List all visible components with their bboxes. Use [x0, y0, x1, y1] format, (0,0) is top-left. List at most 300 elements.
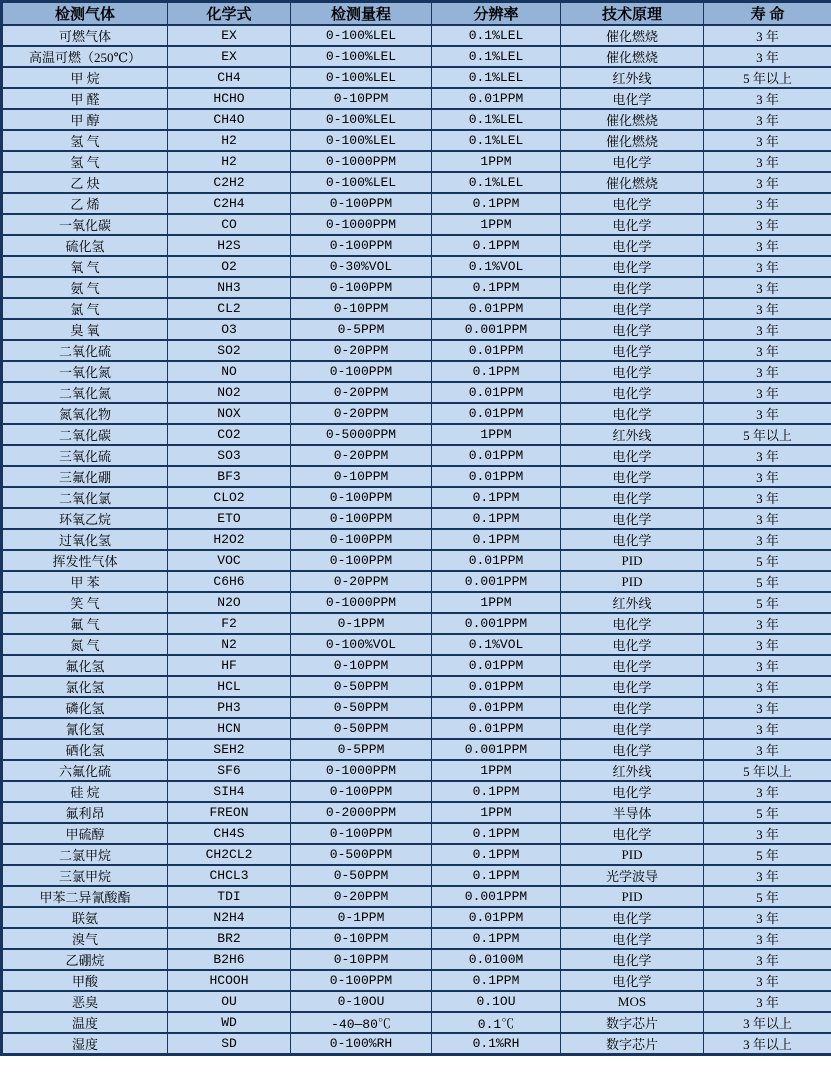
cell-lifespan: 3 年 [704, 319, 831, 340]
cell-gas: 氨 气 [2, 277, 168, 298]
cell-formula: NOX [168, 403, 291, 424]
cell-gas: 三氯甲烷 [2, 865, 168, 886]
table-row [2, 907, 831, 928]
cell-principle: 半导体 [561, 802, 704, 823]
cell-range: 0-100%LEL [291, 172, 432, 193]
cell-lifespan: 3 年 [704, 277, 831, 298]
cell-lifespan: 5 年 [704, 886, 831, 907]
cell-range: 0-2000PPM [291, 802, 432, 823]
cell-formula: SO3 [168, 445, 291, 466]
table-row [2, 760, 831, 781]
table-row [2, 550, 831, 571]
cell-range: 0-100PPM [291, 277, 432, 298]
table-row [2, 298, 831, 319]
cell-formula: F2 [168, 613, 291, 634]
cell-resolution: 0.01PPM [432, 340, 561, 361]
cell-formula: CHCL3 [168, 865, 291, 886]
cell-range: 0-100PPM [291, 508, 432, 529]
cell-range: 0-100%LEL [291, 25, 432, 46]
cell-lifespan: 5 年 [704, 571, 831, 592]
cell-gas: 乙 烯 [2, 193, 168, 214]
cell-lifespan: 3 年 [704, 88, 831, 109]
cell-lifespan: 5 年 [704, 592, 831, 613]
table-row [2, 67, 831, 88]
cell-range: 0-100%LEL [291, 46, 432, 67]
cell-range: 0-50PPM [291, 676, 432, 697]
cell-lifespan: 3 年 [704, 382, 831, 403]
cell-range: 0-1000PPM [291, 214, 432, 235]
cell-range: 0-10PPM [291, 949, 432, 970]
cell-formula: SIH4 [168, 781, 291, 802]
cell-principle: 电化学 [561, 193, 704, 214]
table-row [2, 529, 831, 550]
cell-range: 0-10PPM [291, 88, 432, 109]
cell-principle: 催化燃烧 [561, 172, 704, 193]
cell-resolution: 0.1PPM [432, 235, 561, 256]
cell-resolution: 0.1PPM [432, 277, 561, 298]
cell-formula: C2H2 [168, 172, 291, 193]
cell-range: 0-1PPM [291, 907, 432, 928]
cell-resolution: 1PPM [432, 760, 561, 781]
table-row [2, 361, 831, 382]
cell-resolution: 0.01PPM [432, 403, 561, 424]
cell-range: 0-1PPM [291, 613, 432, 634]
cell-gas: 硫化氢 [2, 235, 168, 256]
table-row [2, 487, 831, 508]
cell-resolution: 0.01PPM [432, 445, 561, 466]
cell-resolution: 0.1PPM [432, 508, 561, 529]
cell-gas: 环氧乙烷 [2, 508, 168, 529]
table-row [2, 655, 831, 676]
cell-gas: 氮氧化物 [2, 403, 168, 424]
table-row [2, 382, 831, 403]
cell-principle: 电化学 [561, 781, 704, 802]
cell-formula: CO2 [168, 424, 291, 445]
cell-gas: 二氧化氯 [2, 487, 168, 508]
table-row [2, 823, 831, 844]
cell-formula: NH3 [168, 277, 291, 298]
cell-range: 0-20PPM [291, 340, 432, 361]
cell-range: 0-5000PPM [291, 424, 432, 445]
cell-gas: 甲苯二异氰酸酯 [2, 886, 168, 907]
cell-range: 0-5PPM [291, 739, 432, 760]
cell-resolution: 1PPM [432, 802, 561, 823]
cell-lifespan: 3 年 [704, 487, 831, 508]
cell-formula: HF [168, 655, 291, 676]
cell-resolution: 0.1PPM [432, 193, 561, 214]
cell-gas: 恶臭 [2, 991, 168, 1012]
cell-principle: 数字芯片 [561, 1012, 704, 1033]
cell-resolution: 0.01PPM [432, 718, 561, 739]
cell-gas: 高温可燃（250℃） [2, 46, 168, 67]
cell-formula: PH3 [168, 697, 291, 718]
column-header-formula: 化学式 [168, 2, 291, 26]
cell-gas: 甲硫醇 [2, 823, 168, 844]
cell-lifespan: 3 年 [704, 466, 831, 487]
cell-lifespan: 3 年 [704, 214, 831, 235]
cell-principle: 催化燃烧 [561, 46, 704, 67]
cell-resolution: 0.1PPM [432, 781, 561, 802]
cell-formula: TDI [168, 886, 291, 907]
cell-resolution: 0.1PPM [432, 928, 561, 949]
cell-resolution: 0.01PPM [432, 550, 561, 571]
cell-formula: CO [168, 214, 291, 235]
cell-resolution: 0.1%LEL [432, 25, 561, 46]
cell-range: 0-100PPM [291, 487, 432, 508]
cell-lifespan: 3 年 [704, 151, 831, 172]
table-row [2, 718, 831, 739]
cell-principle: PID [561, 886, 704, 907]
cell-range: 0-100PPM [291, 361, 432, 382]
cell-lifespan: 3 年 [704, 949, 831, 970]
cell-gas: 温度 [2, 1012, 168, 1033]
table-row [2, 697, 831, 718]
cell-gas: 氯化氢 [2, 676, 168, 697]
cell-principle: 红外线 [561, 592, 704, 613]
cell-gas: 三氟化硼 [2, 466, 168, 487]
cell-lifespan: 3 年 [704, 781, 831, 802]
cell-gas: 二氯甲烷 [2, 844, 168, 865]
cell-gas: 湿度 [2, 1033, 168, 1055]
cell-principle: 电化学 [561, 151, 704, 172]
table-row [2, 424, 831, 445]
cell-resolution: 0.0100M [432, 949, 561, 970]
cell-range: 0-100%VOL [291, 634, 432, 655]
cell-lifespan: 3 年 [704, 676, 831, 697]
cell-formula: SO2 [168, 340, 291, 361]
cell-lifespan: 3 年 [704, 907, 831, 928]
cell-lifespan: 5 年 [704, 802, 831, 823]
cell-lifespan: 3 年 [704, 298, 831, 319]
table-row [2, 214, 831, 235]
cell-principle: PID [561, 550, 704, 571]
cell-principle: 电化学 [561, 340, 704, 361]
cell-resolution: 0.1PPM [432, 529, 561, 550]
cell-principle: 电化学 [561, 529, 704, 550]
cell-range: 0-100PPM [291, 823, 432, 844]
cell-formula: HCL [168, 676, 291, 697]
cell-gas: 氰化氢 [2, 718, 168, 739]
table-row [2, 1012, 831, 1033]
table-row [2, 676, 831, 697]
cell-lifespan: 5 年以上 [704, 760, 831, 781]
cell-range: 0-100PPM [291, 529, 432, 550]
table-row [2, 865, 831, 886]
cell-range: 0-100PPM [291, 550, 432, 571]
cell-principle: 催化燃烧 [561, 25, 704, 46]
cell-gas: 臭 氧 [2, 319, 168, 340]
cell-formula: SD [168, 1033, 291, 1055]
cell-lifespan: 3 年 [704, 445, 831, 466]
cell-formula: H2 [168, 151, 291, 172]
cell-gas: 氮 气 [2, 634, 168, 655]
table-row [2, 844, 831, 865]
cell-formula: H2S [168, 235, 291, 256]
table-row [2, 403, 831, 424]
cell-resolution: 0.1%RH [432, 1033, 561, 1055]
cell-lifespan: 3 年 [704, 718, 831, 739]
table-row [2, 928, 831, 949]
table-row [2, 25, 831, 46]
cell-resolution: 1PPM [432, 151, 561, 172]
cell-lifespan: 3 年以上 [704, 1012, 831, 1033]
table-row [2, 130, 831, 151]
cell-resolution: 0.01PPM [432, 88, 561, 109]
cell-formula: BR2 [168, 928, 291, 949]
table-row [2, 46, 831, 67]
cell-range: 0-10PPM [291, 655, 432, 676]
cell-gas: 二氧化氮 [2, 382, 168, 403]
cell-gas: 六氟化硫 [2, 760, 168, 781]
cell-gas: 一氧化氮 [2, 361, 168, 382]
cell-gas: 硒化氢 [2, 739, 168, 760]
cell-gas: 甲酸 [2, 970, 168, 991]
cell-range: 0-100PPM [291, 193, 432, 214]
cell-gas: 一氧化碳 [2, 214, 168, 235]
cell-principle: 电化学 [561, 403, 704, 424]
table-row [2, 634, 831, 655]
cell-principle: 电化学 [561, 949, 704, 970]
cell-lifespan: 3 年 [704, 193, 831, 214]
cell-principle: 电化学 [561, 361, 704, 382]
cell-principle: 催化燃烧 [561, 109, 704, 130]
cell-lifespan: 5 年以上 [704, 67, 831, 88]
table-row [2, 991, 831, 1012]
table-row [2, 739, 831, 760]
cell-lifespan: 3 年 [704, 529, 831, 550]
cell-lifespan: 3 年 [704, 823, 831, 844]
cell-principle: 电化学 [561, 235, 704, 256]
cell-formula: N2O [168, 592, 291, 613]
table-row [2, 256, 831, 277]
cell-resolution: 0.1PPM [432, 823, 561, 844]
cell-formula: WD [168, 1012, 291, 1033]
cell-range: 0-100%RH [291, 1033, 432, 1055]
cell-range: 0-50PPM [291, 865, 432, 886]
cell-principle: 催化燃烧 [561, 130, 704, 151]
cell-formula: OU [168, 991, 291, 1012]
cell-principle: 电化学 [561, 613, 704, 634]
cell-range: 0-100%LEL [291, 109, 432, 130]
cell-formula: O2 [168, 256, 291, 277]
cell-principle: 电化学 [561, 445, 704, 466]
cell-principle: PID [561, 571, 704, 592]
cell-gas: 氢 气 [2, 151, 168, 172]
cell-range: 0-20PPM [291, 403, 432, 424]
cell-formula: EX [168, 46, 291, 67]
cell-range: 0-100PPM [291, 970, 432, 991]
cell-formula: B2H6 [168, 949, 291, 970]
table-row [2, 172, 831, 193]
cell-range: 0-100PPM [291, 235, 432, 256]
cell-gas: 氯 气 [2, 298, 168, 319]
table-row [2, 193, 831, 214]
table-row [2, 802, 831, 823]
table-row [2, 970, 831, 991]
cell-lifespan: 3 年 [704, 634, 831, 655]
cell-resolution: 0.01PPM [432, 655, 561, 676]
cell-gas: 二氧化硫 [2, 340, 168, 361]
cell-principle: PID [561, 844, 704, 865]
cell-formula: HCHO [168, 88, 291, 109]
cell-formula: H2O2 [168, 529, 291, 550]
cell-principle: 电化学 [561, 466, 704, 487]
cell-formula: NO [168, 361, 291, 382]
table-row [2, 508, 831, 529]
cell-gas: 挥发性气体 [2, 550, 168, 571]
cell-resolution: 0.1%LEL [432, 67, 561, 88]
cell-principle: 电化学 [561, 214, 704, 235]
cell-formula: FREON [168, 802, 291, 823]
cell-formula: SEH2 [168, 739, 291, 760]
cell-lifespan: 3 年 [704, 109, 831, 130]
cell-formula: HCN [168, 718, 291, 739]
cell-formula: C2H4 [168, 193, 291, 214]
cell-lifespan: 3 年 [704, 697, 831, 718]
cell-gas: 磷化氢 [2, 697, 168, 718]
cell-range: 0-1000PPM [291, 592, 432, 613]
column-header-gas: 检测气体 [2, 2, 168, 26]
cell-formula: EX [168, 25, 291, 46]
cell-resolution: 0.1OU [432, 991, 561, 1012]
table-row [2, 571, 831, 592]
cell-resolution: 0.1%VOL [432, 634, 561, 655]
cell-principle: 电化学 [561, 928, 704, 949]
cell-resolution: 0.1PPM [432, 361, 561, 382]
cell-principle: 红外线 [561, 760, 704, 781]
table-row [2, 781, 831, 802]
cell-resolution: 0.1%VOL [432, 256, 561, 277]
cell-gas: 氟 气 [2, 613, 168, 634]
cell-gas: 氧 气 [2, 256, 168, 277]
cell-principle: 电化学 [561, 508, 704, 529]
cell-lifespan: 3 年 [704, 256, 831, 277]
cell-resolution: 1PPM [432, 214, 561, 235]
cell-formula: CH2CL2 [168, 844, 291, 865]
cell-range: 0-20PPM [291, 445, 432, 466]
cell-resolution: 0.1%LEL [432, 172, 561, 193]
cell-resolution: 0.01PPM [432, 382, 561, 403]
table-row [2, 109, 831, 130]
cell-gas: 氟利昂 [2, 802, 168, 823]
cell-range: 0-100%LEL [291, 67, 432, 88]
column-header-principle: 技术原理 [561, 2, 704, 26]
cell-lifespan: 3 年 [704, 130, 831, 151]
cell-principle: 电化学 [561, 277, 704, 298]
table-row [2, 613, 831, 634]
cell-lifespan: 3 年 [704, 991, 831, 1012]
cell-gas: 乙 炔 [2, 172, 168, 193]
cell-range: 0-100PPM [291, 781, 432, 802]
column-header-lifespan: 寿 命 [704, 2, 831, 26]
table-row [2, 340, 831, 361]
cell-principle: MOS [561, 991, 704, 1012]
cell-principle: 电化学 [561, 697, 704, 718]
table-row [2, 319, 831, 340]
cell-formula: O3 [168, 319, 291, 340]
cell-formula: ETO [168, 508, 291, 529]
table-row [2, 277, 831, 298]
cell-principle: 电化学 [561, 634, 704, 655]
cell-lifespan: 3 年 [704, 403, 831, 424]
cell-gas: 联氨 [2, 907, 168, 928]
cell-resolution: 1PPM [432, 424, 561, 445]
cell-resolution: 0.001PPM [432, 571, 561, 592]
table-row [2, 88, 831, 109]
cell-range: 0-20PPM [291, 382, 432, 403]
cell-gas: 三氧化硫 [2, 445, 168, 466]
cell-principle: 电化学 [561, 319, 704, 340]
cell-range: 0-20PPM [291, 571, 432, 592]
header-row [2, 2, 831, 26]
table-row [2, 151, 831, 172]
table-row [2, 1033, 831, 1055]
cell-lifespan: 3 年 [704, 928, 831, 949]
cell-range: 0-50PPM [291, 718, 432, 739]
cell-gas: 甲 醛 [2, 88, 168, 109]
cell-principle: 电化学 [561, 256, 704, 277]
cell-principle: 数字芯片 [561, 1033, 704, 1055]
cell-resolution: 0.1PPM [432, 865, 561, 886]
column-header-resolution: 分辨率 [432, 2, 561, 26]
cell-formula: NO2 [168, 382, 291, 403]
cell-gas: 溴气 [2, 928, 168, 949]
cell-formula: SF6 [168, 760, 291, 781]
cell-lifespan: 3 年 [704, 739, 831, 760]
cell-formula: CH4S [168, 823, 291, 844]
cell-gas: 甲 苯 [2, 571, 168, 592]
cell-gas: 甲 醇 [2, 109, 168, 130]
cell-lifespan: 3 年 [704, 46, 831, 67]
cell-lifespan: 3 年 [704, 172, 831, 193]
cell-lifespan: 3 年 [704, 361, 831, 382]
cell-resolution: 0.1℃ [432, 1012, 561, 1033]
cell-formula: CH4O [168, 109, 291, 130]
cell-principle: 电化学 [561, 88, 704, 109]
cell-formula: CH4 [168, 67, 291, 88]
cell-resolution: 0.1%LEL [432, 109, 561, 130]
cell-range: 0-20PPM [291, 886, 432, 907]
cell-principle: 电化学 [561, 970, 704, 991]
cell-gas: 笑 气 [2, 592, 168, 613]
cell-lifespan: 3 年 [704, 235, 831, 256]
cell-principle: 红外线 [561, 424, 704, 445]
cell-lifespan: 5 年以上 [704, 424, 831, 445]
cell-resolution: 0.01PPM [432, 676, 561, 697]
column-header-range: 检测量程 [291, 2, 432, 26]
cell-range: 0-10PPM [291, 928, 432, 949]
cell-formula: HCOOH [168, 970, 291, 991]
table-row [2, 886, 831, 907]
cell-gas: 过氧化氢 [2, 529, 168, 550]
cell-principle: 红外线 [561, 67, 704, 88]
cell-resolution: 0.001PPM [432, 613, 561, 634]
table-body [2, 25, 831, 1055]
cell-range: 0-30%VOL [291, 256, 432, 277]
cell-gas: 甲 烷 [2, 67, 168, 88]
cell-principle: 电化学 [561, 907, 704, 928]
cell-principle: 电化学 [561, 823, 704, 844]
cell-formula: N2H4 [168, 907, 291, 928]
cell-formula: CL2 [168, 298, 291, 319]
cell-range: 0-10PPM [291, 298, 432, 319]
cell-lifespan: 3 年 [704, 508, 831, 529]
cell-range: 0-50PPM [291, 697, 432, 718]
cell-resolution: 0.01PPM [432, 466, 561, 487]
cell-principle: 光学波导 [561, 865, 704, 886]
cell-lifespan: 3 年 [704, 340, 831, 361]
table-row [2, 466, 831, 487]
